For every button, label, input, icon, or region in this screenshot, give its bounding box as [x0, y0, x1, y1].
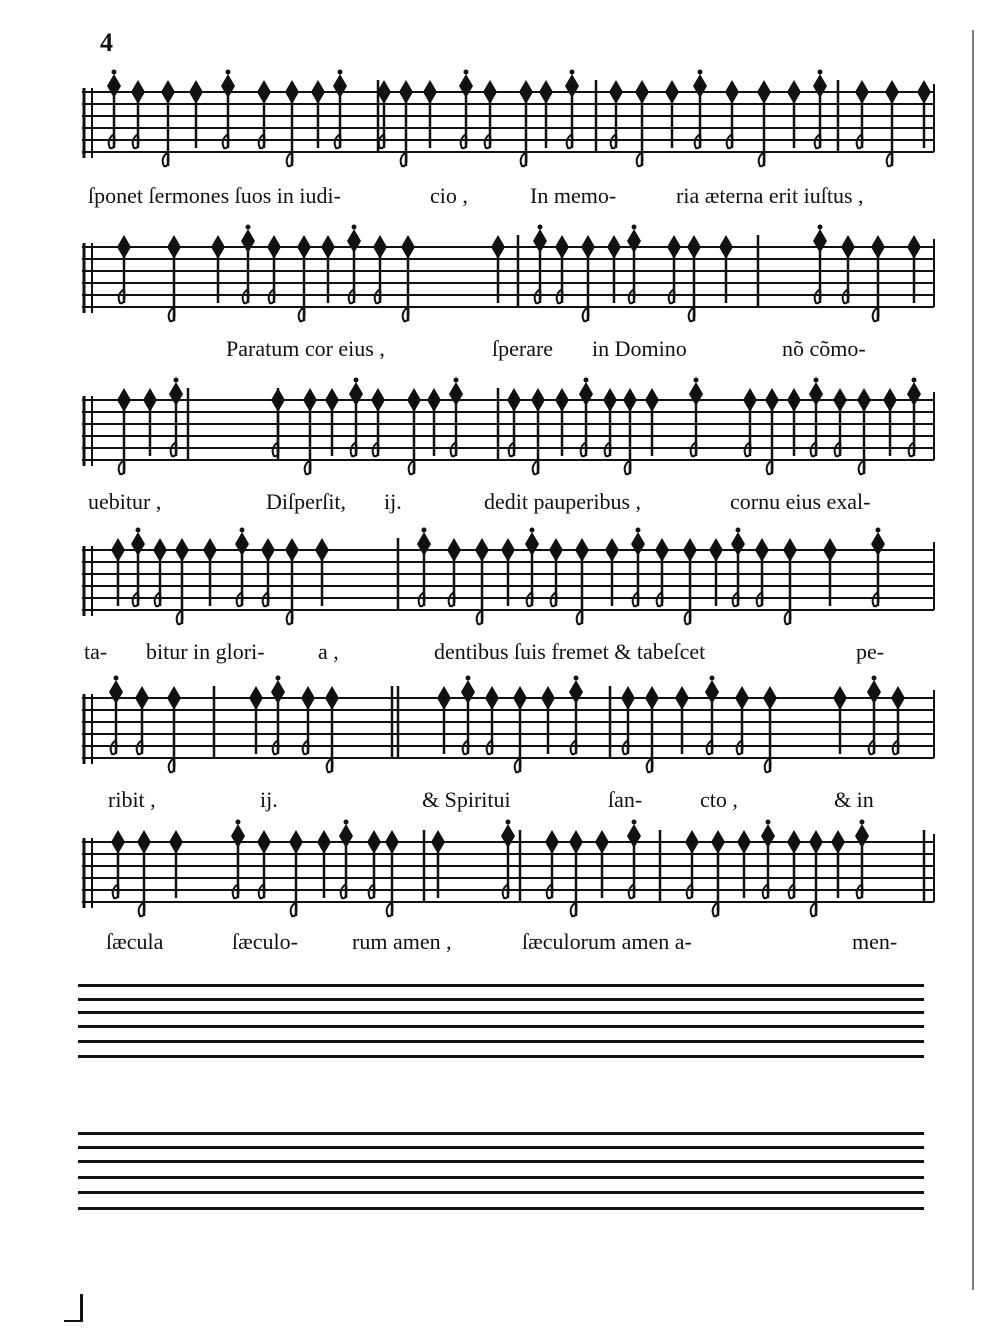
tablature-note [907, 378, 921, 457]
tablature-note [763, 686, 777, 772]
tablature-note [525, 528, 539, 607]
lyric-word: In memo- [530, 183, 617, 208]
lyrics-line-3 [78, 484, 938, 520]
lyric-word: men- [852, 929, 898, 954]
tablature-note [267, 235, 281, 303]
lyric-word: cto , [700, 787, 738, 812]
tablature-note [333, 70, 347, 149]
tablature-note [169, 378, 183, 457]
tablature-note [569, 830, 583, 916]
lyric-word: ta- [84, 639, 108, 664]
lyric-word: Diſperſit, [266, 489, 347, 514]
tablature-note [519, 80, 533, 166]
tablature-note [757, 80, 771, 166]
tablature-note [315, 538, 329, 606]
tablature-note [339, 820, 353, 899]
tablature-note [579, 378, 593, 457]
page-number: 4 [100, 28, 113, 57]
tablature-note [693, 70, 707, 149]
lyrics-line-4 [78, 634, 938, 670]
corner-mark [64, 1294, 83, 1322]
tablature-note [533, 225, 547, 304]
tablature-note [635, 80, 649, 166]
tablature-note [407, 388, 421, 474]
tablature-note [595, 830, 609, 898]
tablature-note [787, 388, 801, 456]
tablature-note [143, 388, 157, 456]
lyrics-line-5 [78, 782, 938, 818]
tablature-note [823, 538, 837, 606]
lyric-word: cio , [430, 183, 468, 208]
tablature-note [833, 686, 847, 754]
tablature-note [175, 538, 189, 624]
tablature-note [285, 80, 299, 166]
tablature-note [401, 235, 415, 321]
tablature-note [137, 830, 151, 916]
lyric-word: in Domino [592, 336, 687, 361]
lyric-word: ſæculorum amen a- [522, 929, 692, 954]
tablature-note [271, 676, 285, 755]
tablature-note [289, 830, 303, 916]
lyric-word: & Spiritui [422, 787, 511, 812]
lyric-word: ſperare [492, 336, 554, 361]
tablature-note [907, 235, 921, 303]
lyric-word: dentibus ſuis fremet & tabeſcet [434, 639, 706, 664]
tablature-note [683, 538, 697, 624]
lyric-word: ſæcula [106, 929, 164, 954]
tablature-staff-4 [78, 528, 938, 628]
tablature-note [809, 830, 823, 916]
tablature-note [841, 235, 855, 303]
tablature-note [735, 686, 749, 754]
tablature-note [437, 686, 451, 754]
tablature-note [513, 686, 527, 772]
lyric-word: a , [318, 639, 339, 664]
tablature-note [871, 528, 885, 607]
tablature-note [631, 528, 645, 607]
tablature-note [787, 80, 801, 148]
tablature-note [325, 686, 339, 772]
tablature-note [371, 388, 385, 456]
tablature-note [885, 80, 899, 166]
tablature-note [783, 538, 797, 624]
tablature-note [555, 235, 569, 303]
lyric-word: nõ cõmo- [782, 336, 866, 361]
tablature-note [705, 676, 719, 755]
tablature-note [501, 538, 515, 606]
tablature-note [627, 225, 641, 304]
lyric-word: ſponet ſermones ſuos in iudi- [88, 183, 341, 208]
tablature-note [687, 235, 701, 321]
tablature-note [725, 80, 739, 148]
tablature-note [235, 528, 249, 607]
tablature-note [423, 80, 437, 148]
lyric-word: bitur in glori- [146, 639, 265, 664]
tablature-note [645, 686, 659, 772]
tablature-note [461, 676, 475, 755]
tablature-staff-1 [78, 70, 938, 170]
tablature-note [627, 820, 641, 899]
tablature-note [449, 378, 463, 457]
tablature-note [153, 538, 167, 606]
tablature-note [575, 538, 589, 624]
tablature-staff-6 [78, 820, 938, 920]
tablature-note [297, 235, 311, 321]
page-edge [972, 30, 974, 1290]
tablature-note [689, 378, 703, 457]
tablature-note [603, 388, 617, 456]
tablature-note [321, 235, 335, 303]
tablature-note [483, 80, 497, 148]
tablature-note [221, 70, 235, 149]
tablature-note [189, 80, 203, 148]
tablature-note [167, 686, 181, 772]
tablature-note [317, 830, 331, 898]
tablature-note [731, 528, 745, 607]
lyric-word: ribit , [108, 787, 156, 812]
tablature-note [581, 235, 595, 321]
tablature-note [545, 830, 559, 898]
lyric-word: ſan- [608, 787, 643, 812]
tablature-note [531, 388, 545, 474]
tablature-note [349, 378, 363, 457]
lyrics-line-2 [78, 331, 938, 367]
tablature-note [459, 70, 473, 149]
tablature-note [709, 538, 723, 606]
tablature-staff-2 [78, 225, 938, 325]
tablature-note [167, 235, 181, 321]
tablature-note [107, 70, 121, 149]
tablature-note [565, 70, 579, 149]
tablature-note [211, 235, 225, 303]
tablature-note [109, 676, 123, 755]
tablature-note [491, 235, 505, 303]
tablature-note [241, 225, 255, 304]
lyric-word: pe- [856, 639, 885, 664]
tablature-note [431, 830, 445, 898]
lyric-word: uebitur , [88, 489, 162, 514]
tablature-note [719, 235, 733, 303]
tablature-note [347, 225, 361, 304]
tablature-note [761, 820, 775, 899]
tablature-note [623, 388, 637, 474]
lyrics-line-1 [78, 178, 938, 214]
tablature-note [813, 70, 827, 149]
tablature-note [857, 388, 871, 474]
tablature-note [539, 80, 553, 148]
tablature-note [831, 830, 845, 898]
tablature-note [833, 388, 847, 456]
lyric-word: cornu eius exal- [730, 489, 871, 514]
tablature-note [809, 378, 823, 457]
tablature-note [737, 830, 751, 898]
lyric-word: ij. [260, 787, 278, 812]
tablature-note [667, 235, 681, 303]
tablature-note [607, 235, 621, 303]
tablature-note [111, 830, 125, 898]
tablature-note [605, 538, 619, 606]
tablature-note [325, 388, 339, 456]
tablature-note [131, 80, 145, 148]
tablature-note [685, 830, 699, 898]
tablature-note [645, 388, 659, 456]
lyric-word: ria æterna erit iuſtus , [676, 183, 864, 208]
tablature-note [117, 388, 131, 474]
lyric-word: & in [834, 787, 874, 812]
tablature-note [285, 538, 299, 624]
tablature-note [813, 225, 827, 304]
tablature-staff-5 [78, 676, 938, 776]
tablature-note [655, 538, 669, 606]
tablature-note [711, 830, 725, 916]
tablature-note [367, 830, 381, 898]
tablature-note [257, 80, 271, 148]
tablature-note [427, 388, 441, 456]
tablature-note [303, 388, 317, 474]
tablature-note [569, 676, 583, 755]
tablature-note [787, 830, 801, 898]
tablature-note [665, 80, 679, 148]
tablature-note [743, 388, 757, 456]
tablature-note [755, 538, 769, 606]
tablature-note [917, 80, 931, 148]
tablature-note [203, 538, 217, 606]
tablature-note [501, 820, 515, 899]
tablature-note [447, 538, 461, 606]
lyric-word: rum amen , [352, 929, 452, 954]
tablature-note [675, 686, 689, 754]
tablature-note [609, 80, 623, 148]
tablature-note [271, 388, 285, 456]
tablature-note [417, 528, 431, 607]
tablature-note [765, 388, 779, 474]
tablature-note [871, 235, 885, 321]
tablature-note [111, 538, 125, 606]
tablature-note [131, 528, 145, 607]
tablature-note [883, 388, 897, 456]
tablature-note [257, 830, 271, 898]
tablature-note [507, 388, 521, 456]
lyric-word: Paratum cor eius , [226, 336, 385, 361]
tablature-note [555, 388, 569, 456]
tablature-staff-3 [78, 378, 938, 478]
tablature-note [855, 820, 869, 899]
tablature-note [549, 538, 563, 606]
tablature-note [311, 80, 325, 148]
tablature-note [891, 686, 905, 754]
tablature-note [261, 538, 275, 606]
tablature-note [231, 820, 245, 899]
tablature-note [117, 235, 131, 303]
tablature-note [373, 235, 387, 303]
tablature-note [169, 830, 183, 898]
tablature-note [249, 686, 263, 754]
tablature-note [135, 686, 149, 754]
tablature-note [867, 676, 881, 755]
tablature-note [399, 80, 413, 166]
tablature-note [385, 830, 399, 916]
tablature-note [855, 80, 869, 148]
lyric-word: ſæculo- [232, 929, 298, 954]
tablature-note [621, 686, 635, 754]
tablature-note [161, 80, 175, 166]
tablature-note [541, 686, 555, 754]
lyric-word: dedit pauperibus , [484, 489, 642, 514]
lyric-word: ij. [384, 489, 402, 514]
tablature-note [485, 686, 499, 754]
tablature-note [475, 538, 489, 624]
tablature-note [301, 686, 315, 754]
lyrics-line-6 [78, 924, 938, 960]
